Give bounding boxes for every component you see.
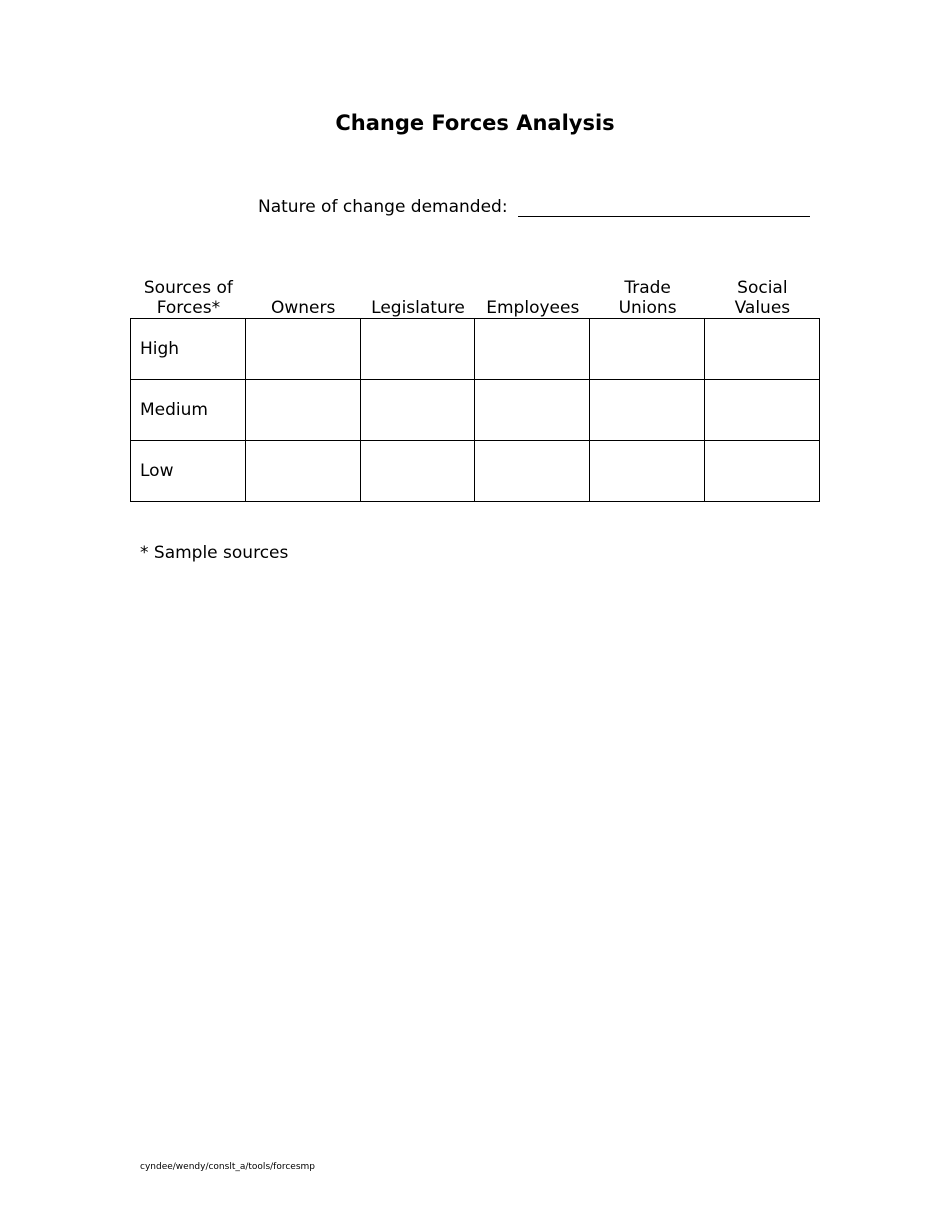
row-label-low: Low — [131, 441, 246, 502]
table-cell[interactable] — [475, 380, 590, 441]
page-title: Change Forces Analysis — [335, 111, 615, 135]
table-cell[interactable] — [475, 319, 590, 380]
header-social-values: Social Values — [734, 278, 791, 318]
table-row-high — [131, 319, 820, 380]
table-row-medium — [131, 380, 820, 441]
row-label-high: High — [131, 319, 246, 380]
row-label-medium: Medium — [131, 380, 246, 441]
footer-file-path: cyndee/wendy/conslt_a/tools/forcesmp — [140, 1162, 315, 1172]
table-cell[interactable] — [590, 380, 705, 441]
table-row-low — [131, 441, 820, 502]
table-cell[interactable] — [590, 441, 705, 502]
nature-of-change-blank-line[interactable] — [518, 198, 810, 217]
header-legislature: Legislature — [371, 298, 465, 318]
table-cell[interactable] — [245, 319, 360, 380]
table-cell[interactable] — [705, 441, 820, 502]
header-trade-unions: Trade Unions — [618, 278, 677, 318]
table-cell[interactable] — [705, 380, 820, 441]
nature-of-change-row — [258, 197, 810, 217]
table-header-row — [131, 278, 820, 318]
table-cell[interactable] — [590, 319, 705, 380]
table-cell[interactable] — [475, 441, 590, 502]
header-owners: Owners — [271, 298, 336, 318]
table-cell[interactable] — [360, 380, 475, 441]
table-cell[interactable] — [245, 441, 360, 502]
footnote: * Sample sources — [140, 543, 289, 563]
header-sources-of-forces: Sources of Forces* — [143, 278, 233, 318]
table-cell[interactable] — [245, 380, 360, 441]
header-employees: Employees — [486, 298, 580, 318]
table-cell[interactable] — [705, 319, 820, 380]
table-cell[interactable] — [360, 441, 475, 502]
nature-of-change-label: Nature of change demanded: — [258, 197, 508, 217]
forces-table — [130, 318, 820, 502]
table-cell[interactable] — [360, 319, 475, 380]
